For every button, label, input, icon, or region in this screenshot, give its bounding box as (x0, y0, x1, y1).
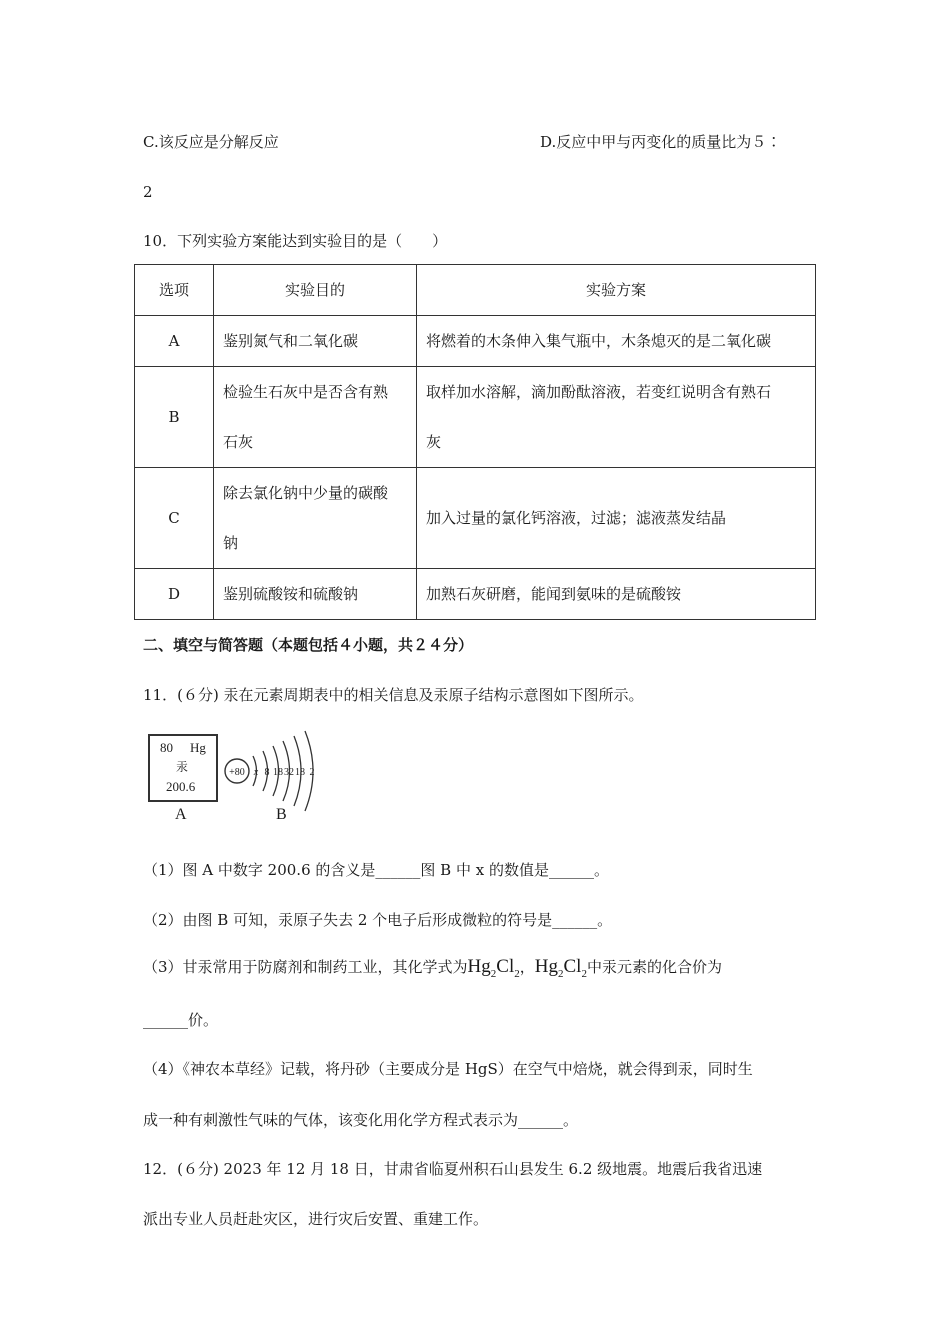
element-name: 汞 (176, 760, 189, 774)
table-row (135, 468, 816, 569)
formula-calomel (534, 956, 587, 980)
row-plan (417, 569, 816, 620)
row-purpose (214, 468, 417, 569)
shell-electrons: 2 (309, 767, 315, 778)
plan-line: 取样加水溶解，滴加酚酞溶液，若变红说明含有熟石 (426, 383, 772, 401)
purpose-line: 钠 (223, 534, 239, 552)
row-option: D (135, 569, 214, 620)
shell-electrons: 18 (295, 767, 305, 778)
purpose-line: 鉴别硫酸铵和硫酸钠 (223, 585, 359, 603)
shell-electrons: 32 (284, 767, 294, 778)
formula-subscript: 2 (490, 967, 497, 980)
part-3-text: （3）甘汞常用于防腐剂和制药工业，其化学式为 (143, 958, 468, 976)
nucleus-charge: +80 (229, 767, 245, 778)
table-row (135, 367, 816, 468)
row-option: C (135, 468, 214, 569)
plan-line: 加入过量的氯化钙溶液，过滤；滤液蒸发结晶 (426, 509, 727, 527)
purpose-line: 石灰 (223, 433, 254, 451)
question-11-part-4-line-2: 成一种有刺激性气味的气体，该变化用化学方程式表示为______。 (143, 1111, 579, 1129)
question-12-stem: 12．(６分) 2023 年 12 月 18 日，甘肃省临夏州积石山县发生 6.2 级地震。地震后我省迅速 (143, 1160, 763, 1178)
plan-line: 加熟石灰研磨，能闻到氨味的是硫酸铵 (426, 585, 682, 603)
formula-calomel (467, 956, 520, 980)
part-3-text: ， (519, 958, 535, 976)
header-plan: 实验方案 (417, 265, 816, 316)
purpose-line: 除去氯化钠中少量的碳酸 (223, 484, 389, 502)
question-11-part-2: （2）由图 B 可知，汞原子失去 2 个电子后形成微粒的符号是______。 (143, 911, 613, 929)
table-header-row (135, 265, 816, 316)
question-11-part-4: （4）《神农本草经》记载，将丹砂（主要成分是 HgS）在空气中焙烧，就会得到汞，同时生 (143, 1060, 753, 1078)
header-purpose: 实验目的 (214, 265, 417, 316)
row-purpose (214, 569, 417, 620)
formula-subscript: 2 (581, 967, 587, 980)
row-option: B (135, 367, 214, 468)
plan-line: 灰 (426, 433, 442, 451)
figure-label-b: B (276, 806, 287, 823)
table-row (135, 316, 816, 367)
option-d-continued: 2 (143, 183, 153, 201)
formula-subscript: 2 (557, 967, 564, 980)
row-purpose (214, 367, 417, 468)
section-heading: 二、填空与简答题（本题包括４小题，共２４分） (143, 636, 474, 654)
question-11-part-1: （1）图 A 中数字 200.6 的含义是______图 B 中 x 的数值是______。 (143, 861, 609, 879)
formula-element: Hg (467, 956, 491, 977)
formula-element: Cl (496, 956, 515, 977)
figure-label-a: A (175, 806, 187, 823)
row-option: A (135, 316, 214, 367)
row-plan (417, 468, 816, 569)
periodic-table-cell (148, 734, 218, 802)
table-row (135, 569, 816, 620)
atomic-structure-diagram (220, 726, 330, 812)
element-symbol: Hg (190, 740, 206, 755)
plan-line: 将燃着的木条伸入集气瓶中，木条熄灭的是二氧化碳 (426, 332, 772, 350)
question-11-part-3-line-2: ______价。 (143, 1011, 219, 1029)
formula-element: Cl (563, 956, 582, 977)
option-c: C.该反应是分解反应 (143, 133, 279, 151)
row-plan (417, 316, 816, 367)
formula-element: Hg (534, 956, 558, 977)
question-12-stem-line-2: 派出专业人员赶赴灾区，进行灾后安置、重建工作。 (143, 1210, 489, 1228)
row-purpose (214, 316, 417, 367)
option-d: D.反应中甲与丙变化的质量比为５∶ (540, 133, 782, 151)
shell-electrons: 8 (264, 767, 270, 778)
formula-subscript: 2 (514, 967, 520, 980)
shell-electrons: 18 (273, 767, 283, 778)
question-11-stem: 11．(６分) 汞在元素周期表中的相关信息及汞原子结构示意图如下图所示。 (143, 686, 644, 704)
row-plan (417, 367, 816, 468)
purpose-line: 鉴别氮气和二氧化碳 (223, 332, 359, 350)
atomic-number: 80 (160, 740, 173, 755)
shell-electrons: x (253, 767, 259, 778)
header-option: 选项 (135, 265, 214, 316)
experiment-table (134, 264, 816, 620)
purpose-line: 检验生石灰中是否含有熟 (223, 383, 389, 401)
question-10-stem: 10．下列实验方案能达到实验目的是（ ） (143, 232, 448, 250)
part-3-text: 中汞元素的化合价为 (586, 958, 722, 976)
question-11-part-3 (143, 955, 722, 986)
atomic-mass: 200.6 (166, 779, 196, 794)
